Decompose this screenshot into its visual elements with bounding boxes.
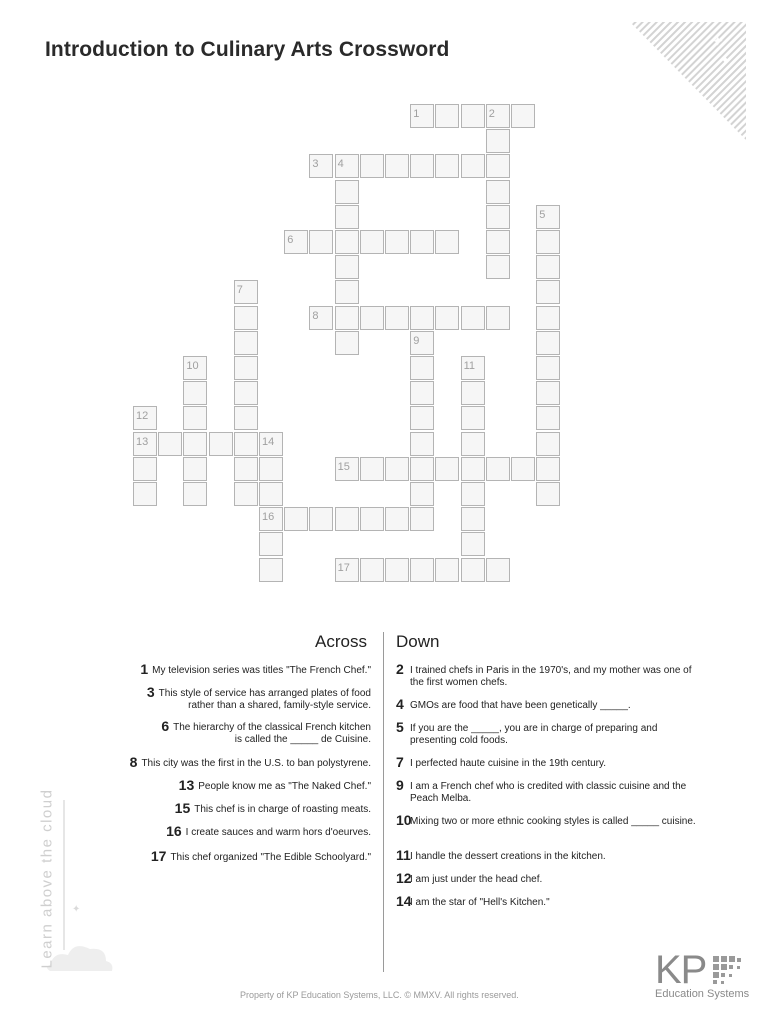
grid-cell[interactable] bbox=[486, 205, 510, 229]
grid-cell[interactable] bbox=[536, 356, 560, 380]
down-header: Down bbox=[396, 632, 440, 651]
grid-cell[interactable] bbox=[486, 306, 510, 330]
page-title: Introduction to Culinary Arts Crossword bbox=[45, 38, 450, 61]
logo-subtitle: Education Systems bbox=[655, 988, 750, 1000]
grid-cell[interactable] bbox=[309, 507, 333, 531]
grid-cell[interactable] bbox=[259, 532, 283, 556]
grid-cell[interactable] bbox=[360, 558, 384, 582]
grid-cell[interactable] bbox=[410, 432, 434, 456]
footer-copyright: Property of KP Education Systems, LLC. © MMXV. All rights reserved. bbox=[240, 990, 519, 1000]
grid-cell[interactable] bbox=[284, 507, 308, 531]
cell-number: 14 bbox=[262, 435, 275, 448]
grid-cell[interactable] bbox=[335, 558, 359, 582]
side-slogan: Learn above the cloud bbox=[38, 788, 56, 969]
grid-cell[interactable] bbox=[335, 457, 359, 481]
cell-number: 6 bbox=[287, 234, 294, 246]
grid-cell[interactable] bbox=[511, 104, 535, 128]
cell-number: 16 bbox=[262, 511, 275, 524]
grid-cell[interactable] bbox=[259, 482, 283, 506]
grid-cell[interactable] bbox=[360, 507, 384, 531]
svg-text:✦: ✦ bbox=[712, 34, 724, 50]
grid-cell[interactable] bbox=[536, 381, 560, 405]
grid-cell[interactable] bbox=[461, 356, 485, 380]
grid-cell[interactable] bbox=[335, 255, 359, 279]
grid-cell[interactable] bbox=[536, 230, 560, 254]
grid-cell[interactable] bbox=[234, 457, 258, 481]
grid-cell[interactable] bbox=[259, 558, 283, 582]
grid-cell[interactable] bbox=[486, 180, 510, 204]
cell-number: 4 bbox=[337, 158, 344, 171]
grid-cell[interactable] bbox=[435, 457, 459, 481]
cell-number: 3 bbox=[312, 158, 319, 171]
grid-cell[interactable] bbox=[410, 306, 434, 330]
grid-cell[interactable] bbox=[410, 356, 434, 380]
cell-number: 1 bbox=[413, 108, 420, 120]
grid-cell[interactable] bbox=[461, 457, 485, 481]
svg-text:✦: ✦ bbox=[72, 904, 81, 915]
grid-cell[interactable] bbox=[360, 154, 384, 178]
grid-cell[interactable] bbox=[133, 482, 157, 506]
grid-cell[interactable] bbox=[461, 482, 485, 506]
grid-cell[interactable] bbox=[209, 432, 233, 456]
grid-cell[interactable] bbox=[536, 255, 560, 279]
grid-cell[interactable] bbox=[309, 230, 333, 254]
grid-cell[interactable] bbox=[536, 457, 560, 481]
grid-cell[interactable] bbox=[385, 154, 409, 178]
across-clue-6: 6 The hierarchy of the classical French kitchen is called the _____ de Cuisine. bbox=[161, 718, 371, 745]
down-clue-7: 7 I perfected haute cuisine in the 19th century. bbox=[396, 754, 607, 770]
grid-cell[interactable] bbox=[309, 154, 333, 178]
grid-cell[interactable] bbox=[360, 306, 384, 330]
grid-cell[interactable] bbox=[461, 104, 485, 128]
grid-cell[interactable] bbox=[486, 457, 510, 481]
across-clue-15: 15 This chef is in charge of roasting meats. bbox=[174, 800, 371, 816]
grid-cell[interactable] bbox=[486, 154, 510, 178]
grid-cell[interactable] bbox=[461, 406, 485, 430]
grid-cell[interactable] bbox=[486, 129, 510, 153]
grid-cell[interactable] bbox=[259, 432, 283, 456]
grid-cell[interactable] bbox=[335, 331, 359, 355]
down-clue-4: 4 GMOs are food that have been genetically _____. bbox=[396, 696, 631, 712]
cell-number: 13 bbox=[136, 435, 149, 448]
grid-cell[interactable] bbox=[511, 457, 535, 481]
across-clue-16: 16 I create sauces and warm hors d'oeurves. bbox=[166, 823, 371, 839]
grid-cell[interactable] bbox=[183, 356, 207, 380]
down-clue-2: 2 I trained chefs in Paris in the 1970's, and my mother was one of the first women chefs. bbox=[396, 661, 692, 688]
cell-number: 12 bbox=[136, 410, 149, 423]
grid-cell[interactable] bbox=[385, 558, 409, 582]
cell-number: 10 bbox=[186, 360, 199, 372]
grid-cell[interactable] bbox=[410, 104, 434, 128]
grid-cell[interactable] bbox=[385, 457, 409, 481]
down-clue-14: 14 I am the star of "Hell's Kitchen." bbox=[396, 893, 550, 909]
grid-cell[interactable] bbox=[133, 432, 157, 456]
grid-cell[interactable] bbox=[335, 306, 359, 330]
grid-cell[interactable] bbox=[335, 230, 359, 254]
grid-cell[interactable] bbox=[486, 104, 510, 128]
across-clue-13: 13 People know me as "The Naked Chef." bbox=[178, 777, 371, 793]
grid-cell[interactable] bbox=[486, 255, 510, 279]
grid-cell[interactable] bbox=[183, 457, 207, 481]
grid-cell[interactable] bbox=[335, 205, 359, 229]
grid-cell[interactable] bbox=[234, 406, 258, 430]
grid-cell[interactable] bbox=[234, 306, 258, 330]
grid-cell[interactable] bbox=[133, 457, 157, 481]
cell-number: 11 bbox=[463, 360, 476, 372]
grid-cell[interactable] bbox=[183, 432, 207, 456]
grid-cell[interactable] bbox=[536, 306, 560, 330]
grid-cell[interactable] bbox=[410, 230, 434, 254]
grid-cell[interactable] bbox=[259, 457, 283, 481]
across-header: Across bbox=[315, 632, 367, 651]
logo-mark: KP bbox=[655, 948, 707, 992]
cell-number: 9 bbox=[413, 334, 420, 347]
down-clue-12: 12 I am just under the head chef. bbox=[396, 870, 543, 886]
grid-cell[interactable] bbox=[435, 104, 459, 128]
grid-cell[interactable] bbox=[410, 381, 434, 405]
grid-cell[interactable] bbox=[183, 406, 207, 430]
grid-cell[interactable] bbox=[360, 230, 384, 254]
grid-cell[interactable] bbox=[435, 558, 459, 582]
grid-cell[interactable] bbox=[385, 306, 409, 330]
grid-cell[interactable] bbox=[536, 205, 560, 229]
grid-cell[interactable] bbox=[461, 381, 485, 405]
cell-number: 5 bbox=[539, 208, 546, 221]
grid-cell[interactable] bbox=[410, 558, 434, 582]
grid-cell[interactable] bbox=[259, 507, 283, 531]
grid-cell[interactable] bbox=[158, 432, 182, 456]
across-clue-17: 17 This chef organized "The Edible Schoolyard." bbox=[150, 848, 371, 864]
cell-number: 17 bbox=[337, 561, 350, 574]
across-clue-1: 1 My television series was titles "The French Chef." bbox=[140, 661, 371, 677]
grid-cell[interactable] bbox=[335, 507, 359, 531]
grid-cell[interactable] bbox=[410, 457, 434, 481]
cell-number: 2 bbox=[488, 108, 495, 120]
grid-cell[interactable] bbox=[461, 507, 485, 531]
grid-cell[interactable] bbox=[536, 406, 560, 430]
grid-cell[interactable] bbox=[410, 482, 434, 506]
grid-cell[interactable] bbox=[284, 230, 308, 254]
grid-cell[interactable] bbox=[461, 558, 485, 582]
grid-cell[interactable] bbox=[335, 180, 359, 204]
grid-cell[interactable] bbox=[410, 406, 434, 430]
grid-cell[interactable] bbox=[309, 306, 333, 330]
down-clue-5: 5 If you are the _____, you are in charge of preparing and presenting cold foods. bbox=[396, 719, 658, 746]
grid-cell[interactable] bbox=[234, 432, 258, 456]
grid-cell[interactable] bbox=[360, 457, 384, 481]
cell-number: 7 bbox=[236, 284, 243, 297]
down-clue-9: 9 I am a French chef who is credited with classic cuisine and the Peach Melba. bbox=[396, 777, 687, 804]
across-clue-8: 8 This city was the first in the U.S. to ban polystyrene. bbox=[129, 754, 371, 770]
cell-number: 15 bbox=[337, 460, 350, 473]
grid-cell[interactable] bbox=[183, 482, 207, 506]
down-clue-11: 11 I handle the dessert creations in the kitchen. bbox=[396, 847, 606, 863]
kp-logo bbox=[655, 950, 750, 1000]
grid-cell[interactable] bbox=[461, 432, 485, 456]
grid-cell[interactable] bbox=[234, 381, 258, 405]
grid-cell[interactable] bbox=[536, 280, 560, 304]
grid-cell[interactable] bbox=[385, 230, 409, 254]
grid-cell[interactable] bbox=[335, 154, 359, 178]
column-divider bbox=[383, 632, 384, 972]
grid-cell[interactable] bbox=[435, 230, 459, 254]
grid-cell[interactable] bbox=[234, 280, 258, 304]
grid-cell[interactable] bbox=[335, 280, 359, 304]
grid-cell[interactable] bbox=[183, 381, 207, 405]
grid-cell[interactable] bbox=[536, 432, 560, 456]
cell-number: 8 bbox=[312, 309, 319, 322]
logo-dots-icon bbox=[713, 956, 747, 986]
svg-text:✦: ✦ bbox=[720, 53, 731, 67]
grid-cell[interactable] bbox=[486, 558, 510, 582]
grid-cell[interactable] bbox=[410, 331, 434, 355]
grid-cell[interactable] bbox=[234, 482, 258, 506]
grid-cell[interactable] bbox=[461, 306, 485, 330]
grid-cell[interactable] bbox=[410, 154, 434, 178]
grid-cell[interactable] bbox=[234, 331, 258, 355]
grid-cell[interactable] bbox=[536, 482, 560, 506]
across-clue-3: 3 This style of service has arranged plates of food rather than a shared, family-style service. bbox=[146, 684, 371, 711]
grid-cell[interactable] bbox=[461, 532, 485, 556]
grid-cell[interactable] bbox=[234, 356, 258, 380]
grid-cell[interactable] bbox=[385, 507, 409, 531]
grid-cell[interactable] bbox=[536, 331, 560, 355]
grid-cell[interactable] bbox=[461, 154, 485, 178]
grid-cell[interactable] bbox=[435, 306, 459, 330]
grid-cell[interactable] bbox=[410, 507, 434, 531]
grid-cell[interactable] bbox=[486, 230, 510, 254]
grid-cell[interactable] bbox=[435, 154, 459, 178]
grid-cell[interactable] bbox=[133, 406, 157, 430]
down-clue-10: 10 Mixing two or more ethnic cooking styles is called _____ cuisine. bbox=[396, 812, 696, 828]
